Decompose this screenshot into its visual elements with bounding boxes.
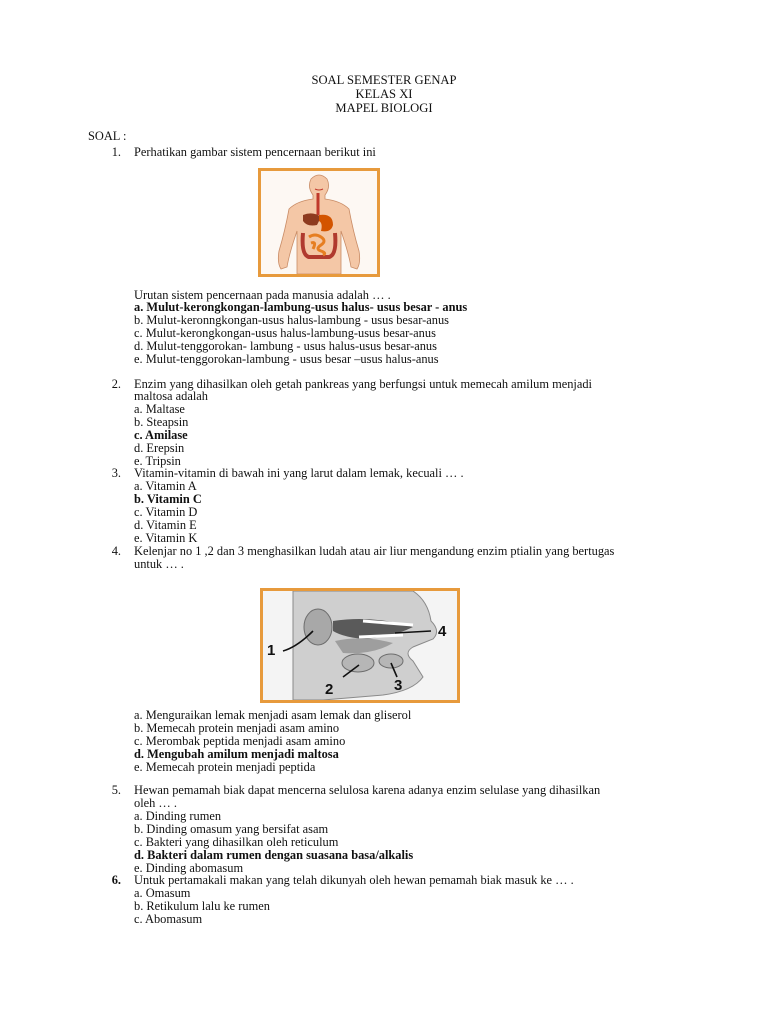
option-d[interactable]: d. Erepsin <box>134 440 185 455</box>
question-number: 4. <box>111 544 121 558</box>
options-list <box>134 403 188 467</box>
options-list <box>134 709 411 773</box>
option-a[interactable]: a. Menguraikan lemak menjadi asam lemak dan gliserol <box>134 708 412 722</box>
option-d[interactable]: d. Mengubah amilum menjadi maltosa <box>134 746 339 761</box>
option-c[interactable]: c. Bakteri yang dihasilkan oleh reticulum <box>134 834 339 849</box>
figure-label-4: 4 <box>438 623 447 640</box>
option-c[interactable]: c. Abomasum <box>134 911 203 926</box>
header-title: SOAL SEMESTER GENAP <box>311 73 457 87</box>
option-e[interactable]: e. Tripsin <box>134 453 181 468</box>
option-d[interactable]: d. Bakteri dalam rumen dengan suasana basa/alkalis <box>134 847 414 862</box>
option-c[interactable]: c. Mulut-kerongkongan-usus halus-lambung-usus besar-anus <box>134 325 436 340</box>
options-list <box>134 810 413 874</box>
question-text: Vitamin-vitamin di bawah ini yang larut dalam lemak, kecuali … . <box>134 466 464 480</box>
option-b[interactable]: b. Retikulum lalu ke rumen <box>134 898 270 913</box>
option-d[interactable]: d. Mulut-tenggorokan- lambung - usus halus-usus besar-anus <box>134 338 437 353</box>
figure-label-2: 2 <box>325 681 334 698</box>
digestive-system-figure <box>258 168 380 277</box>
question-text: Perhatikan gambar sistem pencernaan berikut ini <box>134 145 376 159</box>
option-d[interactable]: d. Vitamin E <box>134 517 197 532</box>
option-e[interactable]: e. Vitamin K <box>134 530 198 545</box>
question-number: 1. <box>111 145 121 159</box>
option-b[interactable]: b. Memecah protein menjadi asam amino <box>134 720 340 735</box>
header-class: KELAS XI <box>355 87 413 101</box>
option-b[interactable]: b. Vitamin C <box>134 491 202 506</box>
question-number: 5. <box>111 783 121 797</box>
option-c[interactable]: c. Amilase <box>134 427 188 442</box>
question-text-line1: Enzim yang dihasilkan oleh getah pankreas yang berfungsi untuk memecah amilum menjadi <box>134 377 592 391</box>
option-b[interactable]: b. Steapsin <box>134 414 189 429</box>
question-number: 6. <box>111 873 121 887</box>
option-a[interactable]: a. Vitamin A <box>134 479 197 493</box>
question-text-line1: Kelenjar no 1 ,2 dan 3 menghasilkan ludah atau air liur mengandung enzim ptialin yang bertugas <box>134 544 615 558</box>
figure-label-3: 3 <box>394 677 403 694</box>
option-c[interactable]: c. Vitamin D <box>134 504 198 519</box>
option-a[interactable]: a. Maltase <box>134 402 185 416</box>
option-b[interactable]: b. Dinding omasum yang bersifat asam <box>134 821 329 836</box>
question-number: 3. <box>111 466 121 480</box>
question-prompt: Urutan sistem pencernaan pada manusia adalah … . <box>134 288 391 302</box>
option-a[interactable]: a. Omasum <box>134 886 191 900</box>
question-text-line2: maltosa adalah <box>134 389 208 403</box>
salivary-glands-figure <box>260 588 460 703</box>
section-label: SOAL : <box>88 129 127 143</box>
option-e[interactable]: e. Mulut-tenggorokan-lambung - usus besar –usus halus-anus <box>134 351 439 366</box>
option-e[interactable]: e. Memecah protein menjadi peptida <box>134 759 316 774</box>
options-list <box>134 480 202 544</box>
question-number: 2. <box>111 377 121 391</box>
option-e[interactable]: e. Dinding abomasum <box>134 860 244 875</box>
header-subject: MAPEL BIOLOGI <box>335 101 433 115</box>
option-c[interactable]: c. Merombak peptida menjadi asam amino <box>134 733 346 748</box>
options-list <box>134 301 467 365</box>
option-a[interactable]: a. Dinding rumen <box>134 809 222 823</box>
question-text: Untuk pertamakali makan yang telah dikunyah oleh hewan pemamah biak masuk ke … . <box>134 873 574 887</box>
figure-label-1: 1 <box>267 642 276 659</box>
option-b[interactable]: b. Mulut-keronngkongan-usus halus-lambung - usus besar-anus <box>134 312 449 327</box>
salivary-glands-illustration <box>263 591 457 700</box>
options-list <box>134 887 270 926</box>
digestive-system-illustration <box>261 171 377 274</box>
option-a[interactable]: a. Mulut-kerongkongan-lambung-usus halus- usus besar - anus <box>134 300 468 314</box>
question-text-line1: Hewan pemamah biak dapat mencerna selulosa karena adanya enzim selulase yang dihasilkan <box>134 783 601 797</box>
question-text-line2: untuk … . <box>134 557 184 571</box>
document-header <box>0 73 768 115</box>
question-text-line2: oleh … . <box>134 796 178 810</box>
